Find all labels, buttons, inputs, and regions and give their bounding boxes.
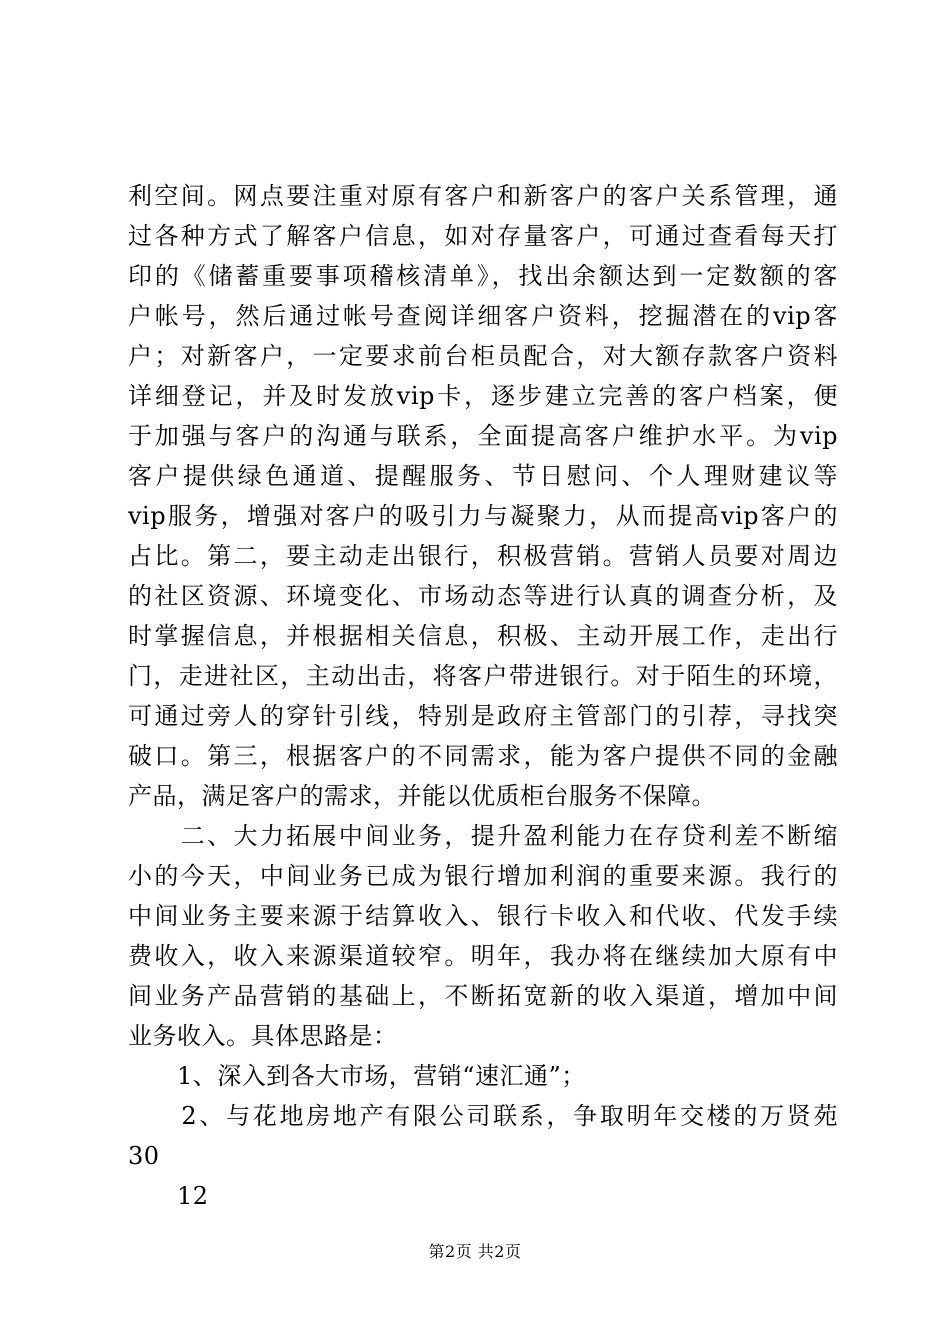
body-line-11: 的社区资源、环境变化、市场动态等进行认真的调查分析，及	[128, 582, 838, 610]
body-line-14: 可通过旁人的穿针引线，特别是政府主管部门的引荐，寻找突	[128, 702, 838, 730]
body-line-19: 中间业务主要来源于结算收入、银行卡收入和代收、代发手续	[128, 902, 838, 930]
body-line-18: 小的今天，中间业务已成为银行增加利润的重要来源。我行的	[128, 862, 838, 890]
body-line-24: 2、与花地房地产有限公司联系，争取明年交楼的万贤苑	[128, 1102, 838, 1130]
body-line-22: 业务收入。具体思路是：	[128, 1022, 398, 1050]
body-line-17: 二、大力拓展中间业务，提升盈利能力在存贷利差不断缩	[128, 822, 838, 850]
body-line-4: 户帐号，然后通过帐号查阅详细客户资料，挖掘潜在的vip客	[128, 302, 838, 330]
body-line-9: vip服务，增强对客户的吸引力与凝聚力，从而提高vip客户的	[128, 502, 838, 530]
body-line-26: 12	[128, 1182, 209, 1210]
body-line-20: 费收入，收入来源渠道较窄。明年，我办将在继续加大原有中	[128, 942, 838, 970]
body-line-5: 户；对新客户，一定要求前台柜员配合，对大额存款客户资料	[128, 342, 838, 370]
page-number-footer: 第2页 共2页	[428, 1242, 522, 1261]
body-line-15: 破口。第三，根据客户的不同需求，能为客户提供不同的金融	[128, 742, 838, 770]
body-line-13: 门，走进社区，主动出击，将客户带进银行。对于陌生的环境，	[128, 662, 838, 690]
body-line-7: 于加强与客户的沟通与联系，全面提高客户维护水平。为vip	[128, 422, 838, 450]
body-line-25: 30	[128, 1142, 160, 1170]
body-line-2: 过各种方式了解客户信息，如对存量客户，可通过查看每天打	[128, 222, 838, 250]
body-line-6: 详细登记，并及时发放vip卡，逐步建立完善的客户档案，便	[128, 382, 838, 410]
body-line-1: 利空间。网点要注重对原有客户和新客户的客户关系管理，通	[128, 182, 838, 210]
body-line-21: 间业务产品营销的基础上，不断拓宽新的收入渠道，增加中间	[128, 982, 838, 1010]
body-line-8: 客户提供绿色通道、提醒服务、节日慰问、个人理财建议等	[128, 462, 838, 490]
body-line-10: 占比。第二，要主动走出银行，积极营销。营销人员要对周边	[128, 542, 838, 570]
body-line-16: 产品，满足客户的需求，并能以优质柜台服务不保障。	[128, 782, 716, 810]
body-line-12: 时掌握信息，并根据相关信息，积极、主动开展工作，走出行	[128, 622, 838, 650]
body-line-23: 1、深入到各大市场，营销“速汇通”；	[128, 1062, 586, 1090]
body-line-3: 印的《储蓄重要事项稽核清单》，找出余额达到一定数额的客	[128, 262, 838, 290]
